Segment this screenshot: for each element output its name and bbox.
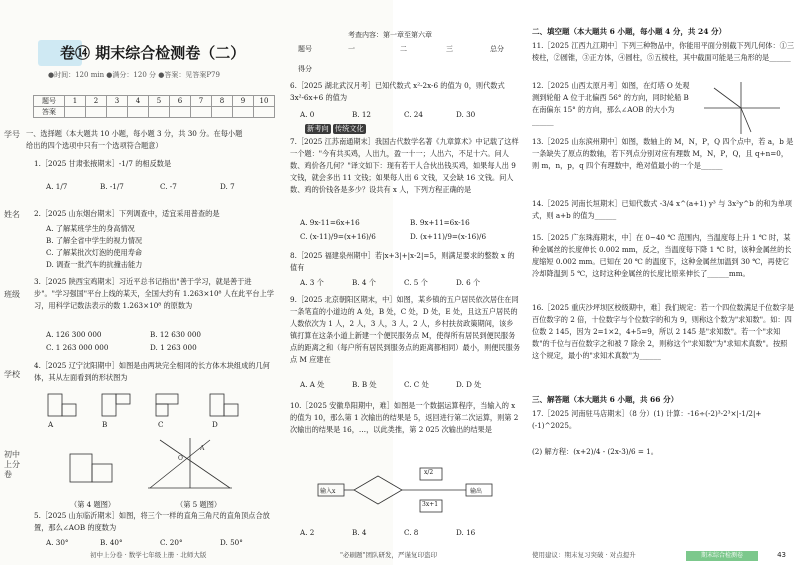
option: D. 30 xyxy=(456,110,476,119)
q4-options-figure xyxy=(40,388,260,428)
option: D. 6 个 xyxy=(456,278,481,287)
option: C. 了解某批次灯泡的使用寿命 xyxy=(46,248,143,257)
fig5-caption: （第 5 题图） xyxy=(176,500,222,509)
score-col: 题号 xyxy=(298,45,312,53)
option: B. 了解全省中学生的视力情况 xyxy=(46,236,143,245)
score-label: 得分 xyxy=(298,65,312,73)
option: D xyxy=(212,420,218,429)
question-5: 5.［2025 山东临沂期末］如图，将三个一样的直角三角尺的直角顶点合放置，那么∠AOB 的度数为 xyxy=(34,511,270,532)
q-number: 6 xyxy=(170,96,191,107)
answer-cell[interactable] xyxy=(191,107,212,118)
answer-cell[interactable] xyxy=(149,107,170,118)
content-header: 考查内容：第一章至第六章 xyxy=(348,31,432,39)
right-page xyxy=(526,0,796,565)
option: D. D 处 xyxy=(456,380,482,389)
question-10: 10.［2025 安徽阜阳期中，难］如图是一个数据运算程序，当输入的 x 的值为 10，那么第 1 次输出的结果是 5，返回进行第二次运算，则第 2 次输出的结果是 16，…，以此类推，第 2 025 次输出的结果是 xyxy=(290,401,519,434)
score-col: 三 xyxy=(446,45,453,53)
q-number: 8 xyxy=(212,96,233,107)
question-2: 2.［2025 山东烟台期末］下列调查中，适宜采用普查的是 xyxy=(34,209,220,218)
footer-badge: 期末综合检测卷 xyxy=(686,551,758,561)
question-11: 11.［2025 江西九江期中］下列三种物品中，你能用平面分别截下列几何体：①三棱柱，②圆锥，③正方体，④圆柱，⑤五棱柱，其中截面可能是三角形的是______ xyxy=(532,41,795,62)
option: B. 12 xyxy=(352,110,371,119)
section-choice: 一、选择题（本大题共 10 小题，每小题 3 分，共 30 分。在每小题给出的四个选项中只有一个选项符合题意） xyxy=(26,129,243,150)
option: A. 了解某班学生的身高情况 xyxy=(46,224,135,233)
question-17b: (2) 解方程：(x+2)/4 - (2x-3)/6 = 1。 xyxy=(532,447,658,456)
svg-text:A: A xyxy=(200,445,205,452)
question-8: 8.［2025 福建泉州期中］若|x+3|+|x-2|=5，则满足要求的整数 x 的值有 xyxy=(290,251,515,272)
q-number: 7 xyxy=(191,96,212,107)
option: B. 12 630 000 xyxy=(150,330,202,339)
score-col: 总分 xyxy=(490,45,504,53)
q-number: 2 xyxy=(86,96,107,107)
question-9: 9.［2025 北京朝阳区期末，中］如图，某乡镇的五户居民依次居住在同一条笔直的小道边的 A 处，B 处，C 处，D 处，E 处，且这五户居民的人数依次为 1 人，2 人，3 人，3 人，2 人，乡村扶贫政策期间，该乡镇打算在这条小道上新建一个便民服务点 M，使得所有居民到便民服务点的距离之和（每户所有居民到服务点的距离都相同）最小，则便民服务点 M 应建在 xyxy=(290,295,521,364)
answer-cell[interactable] xyxy=(107,107,128,118)
spine-label: 学校 xyxy=(4,370,20,379)
section-fill: 二、填空题（本大题共 6 小题，每小题 4 分，共 24 分） xyxy=(532,27,727,36)
q-number: 4 xyxy=(128,96,149,107)
option: C. 24 xyxy=(404,110,423,119)
row-label: 题号 xyxy=(34,96,65,107)
option: D. 16 xyxy=(456,528,476,537)
q-number: 9 xyxy=(233,96,254,107)
page-number: 43 xyxy=(777,551,786,559)
svg-text:O: O xyxy=(178,455,183,462)
tag-new: 新考向 xyxy=(307,124,329,133)
option: B. 4 个 xyxy=(352,278,376,287)
question-15: 15.［2025 广东珠海期末，中］在 0~40 ℃ 范围内，当温度每上升 1 ℃ 时，某种金属丝的长度伸长 0.002 mm，反之，当温度每下降 1 ℃ 时，该种金属丝的长度缩短 0.002 mm。已知在 20 ℃ 的温度下，这种金属丝加温到 30 ℃，再使它冷却降温到 5 ℃，这时这种金属丝的长度比原来伸长了______mm。 xyxy=(532,233,792,278)
question-14: 14.［2025 河南长垣期末］已知代数式 -3/4 x^(a+1) y³ 与 3x²y^b 的和为单项式，则 a+b 的值为______ xyxy=(532,199,792,220)
option: D. 50° xyxy=(220,538,243,547)
option: B. 9x+11=6x-16 xyxy=(410,218,470,227)
center-footer: "必刷题"团队研发，严谨复印盗印 xyxy=(340,551,437,559)
answer-cell[interactable] xyxy=(128,107,149,118)
spine-label: 初中上分卷 xyxy=(4,450,20,479)
option: C. 5 个 xyxy=(404,278,428,287)
option: B xyxy=(102,420,108,429)
question-7: 7.［2025 江苏南通期末］我国古代数学名著《九章算术》中记载了这样一个题："今有共买鸡，人出九，盈一十一；人出六，不足十六。问人数、鸡价各几何？"译文如下：现有若干人合伙出钱买鸡，如果每人出 9 文钱，就会多出 11 文钱；如果每人出 6 文钱，又会缺 16 文钱。问人数、鸡的价钱各是多少？设共有 x 人，下列方程正确的是 xyxy=(290,137,519,194)
option: C. C 处 xyxy=(404,380,429,389)
option: A. 9x-11=6x+16 xyxy=(300,218,360,227)
option: B. 4 xyxy=(352,528,367,537)
section-solve: 三、解答题（本大题共 6 小题，共 66 分） xyxy=(532,395,679,404)
option: C. (x-11)/9=(x+16)/6 xyxy=(300,232,376,241)
option: C. 20° xyxy=(160,538,183,547)
answer-cell[interactable] xyxy=(212,107,233,118)
option: A. 3 个 xyxy=(300,278,324,287)
usage-footer: 使用建议：期末复习突破 · 对点提升 xyxy=(532,551,636,559)
flow-half: x/2 xyxy=(424,469,434,476)
score-col: 一 xyxy=(348,45,355,53)
answer-cell[interactable] xyxy=(86,107,107,118)
option: A. 126 300 000 xyxy=(46,330,102,339)
spine-label: 学号 xyxy=(4,130,20,139)
tag-culture: 传统文化 xyxy=(334,124,364,133)
compass-figure xyxy=(696,78,786,138)
q-number: 3 xyxy=(107,96,128,107)
answer-cell[interactable] xyxy=(170,107,191,118)
option: B. -1/7 xyxy=(100,182,124,191)
option: B. 40° xyxy=(100,538,123,547)
option: D. 1 263 000 xyxy=(150,343,197,352)
q-number: 5 xyxy=(149,96,170,107)
option: D. 7 xyxy=(220,182,235,191)
question-6: 6.［2025 湖北武汉月考］已知代数式 x²-2x-6 的值为 0，则代数式 3x²-6x+6 的值为 xyxy=(290,81,505,102)
answer-cell[interactable] xyxy=(233,107,254,118)
option: C. 1 263 000 000 xyxy=(46,343,109,352)
question-1: 1.［2025 甘肃张掖期末］-1/7 的相反数是 xyxy=(34,159,172,168)
question-17: 17.［2025 河南驻马店期末］（8 分）(1) 计算：-16÷(-2)³-2³×|-1/2|+(-1)^2025。 xyxy=(532,409,762,430)
answer-cell[interactable] xyxy=(65,107,86,118)
spine-label: 班级 xyxy=(4,290,20,299)
flow-output: 输出 xyxy=(470,488,483,495)
option: A. 2 xyxy=(300,528,315,537)
q-number: 10 xyxy=(254,96,275,107)
left-footer: 初中上分卷 · 数学七年级上册 · 北师大版 xyxy=(90,551,207,559)
flow-input: 输入x xyxy=(320,488,336,495)
option: A. 30° xyxy=(46,538,69,547)
exam-info: ●时间：120 min ●满分：120 分 ●答案：见答案P79 xyxy=(48,71,220,79)
option: C. -7 xyxy=(160,182,177,191)
question-13: 13.［2025 山东滨州期中］如图，数轴上的 M，N，P，Q 四个点中，若 a，b 是一条缺失了原点的数轴，若下列点分别对应有理数 M，N，P，Q，且 q+n=0，则 m，n，p，q 四个有理数中，绝对值最小的一个是______ xyxy=(532,137,794,170)
option: B. B 处 xyxy=(352,380,377,389)
row-label: 答案 xyxy=(34,107,65,118)
page-title: 卷⑭ 期末综合检测卷（二） xyxy=(60,44,246,62)
question-16: 16.［2025 重庆沙坪坝区校级期中，难］我们规定：若一个四位数满足千位数字是百位数字的 2 倍，十位数字与个位数字的和为 9，则称这个数为"求知数"。如：四位数 2 145，因为 2=1×2，4+5=9，所以 2 145 是"求知数"。若一个"求知数"的千位与百位数字之和被 7 除余 2，则称这个"求知数"为"求知术真数"。按照这个规定，最小的"求知术真数"为______ xyxy=(532,303,795,360)
q4-q5-figures xyxy=(60,430,260,500)
option: A. A 处 xyxy=(300,380,325,389)
option: C. 8 xyxy=(404,528,419,537)
option: A xyxy=(48,420,54,429)
question-4: 4.［2025 辽宁沈阳期中］如图是由两块完全相同的长方体木块组成的几何体，其从左面看到的形状图为 xyxy=(34,361,270,382)
option: D. 调查一批汽车的抗撞击能力 xyxy=(46,260,143,269)
question-12: 12.［2025 山西太原月考］如图，在灯塔 O 处观测到轮船 A 位于北偏西 56° 的方向，同时轮船 B 在南偏东 15° 的方向，那么∠AOB 的大小为______ xyxy=(532,81,690,126)
binding-spine xyxy=(4,130,20,550)
question-3: 3.［2025 陕西宝鸡期末］习近平总书记指出"善于学习，就是善于进步"。"学习强国"平台上线的某天，全国大约有 1.263×10⁸ 人在此平台上学习，用科学记数法表示的数 1.263×10⁸ 的原数为 xyxy=(34,277,274,310)
score-col: 二 xyxy=(400,45,407,53)
spine-label: 姓名 xyxy=(4,210,20,219)
option: D. (x+11)/9=(x-16)/6 xyxy=(410,232,487,241)
flow-triple: 3x+1 xyxy=(422,501,439,508)
q-number: 1 xyxy=(65,96,86,107)
option: C xyxy=(158,420,164,429)
answer-table xyxy=(33,95,275,118)
fig4-caption: （第 4 题图） xyxy=(70,500,116,509)
option: A. 1/7 xyxy=(46,182,68,191)
option: A. 0 xyxy=(300,110,315,119)
q7-tags xyxy=(305,124,366,134)
